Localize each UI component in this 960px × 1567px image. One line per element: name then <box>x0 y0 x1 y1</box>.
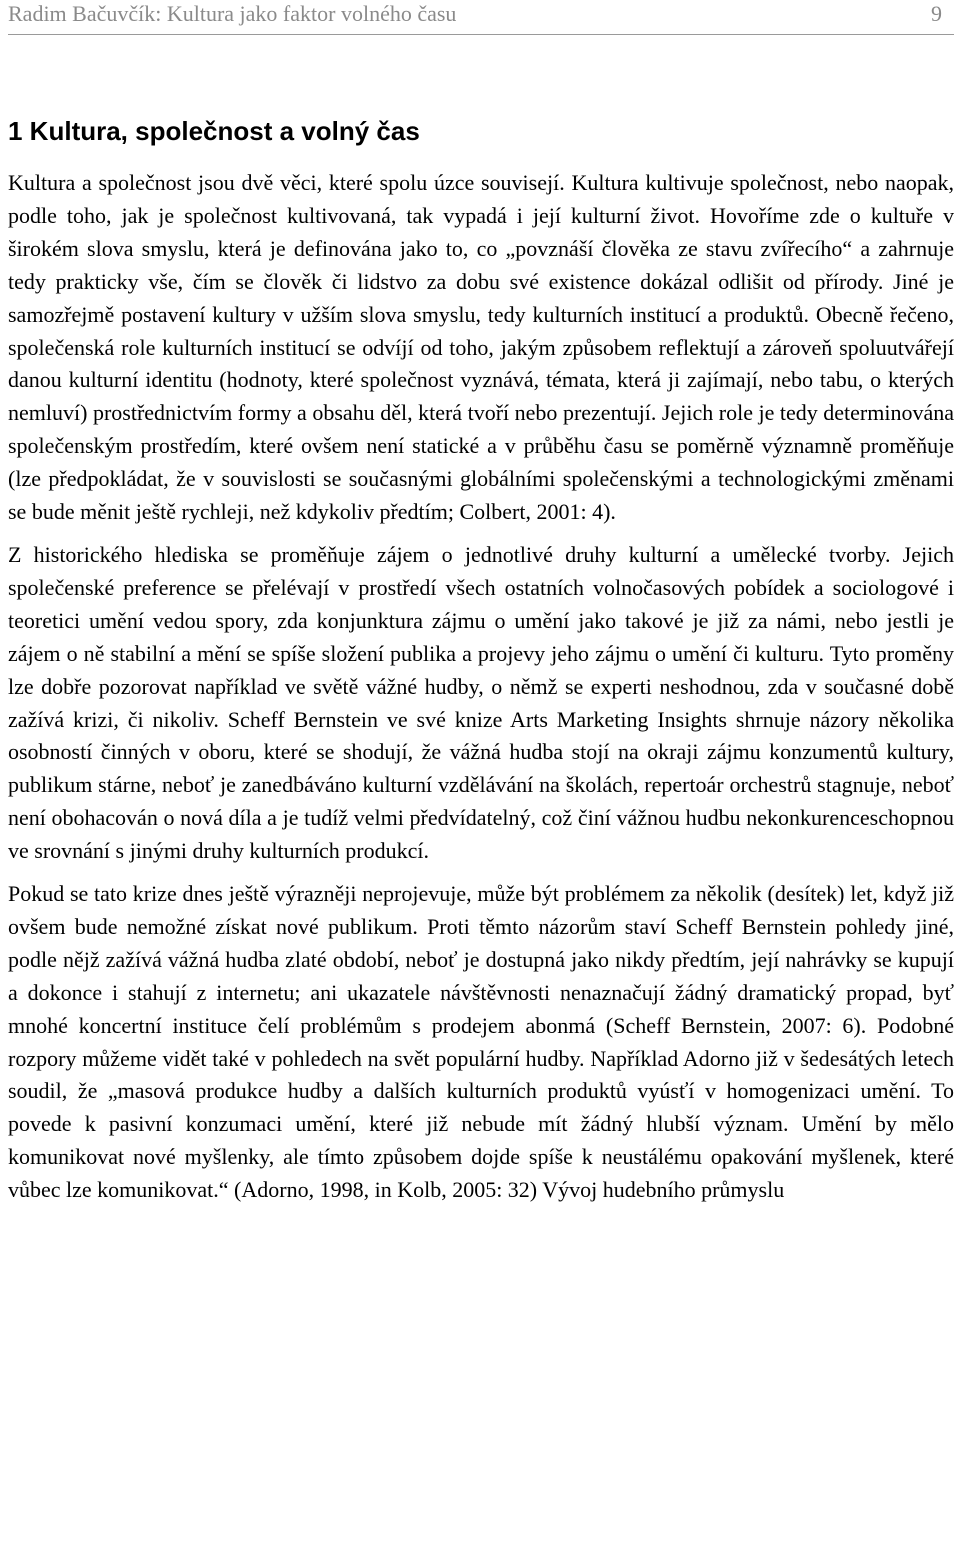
body-text <box>8 167 954 1207</box>
paragraph: Z historického hlediska se proměňuje zájem o jednotlivé druhy kulturní a umělecké tvorby. Jejich společenské preference se přelévají v prostředí všech ostatních volnočasových pobídek a sociologové i teoretici umění vedou spory, zda konjunktura zájmu o umění jako takové je již za námi, nebo jestli je zájem o ně stabilní a mění se spíše složení publika a projevy jeho zájmu o umění či kulturu. Tyto proměny lze dobře pozorovat například ve světě vážné hudby, o němž se experti neshodnou, zda v současné době zažívá krizi, či nikoliv. Scheff Bernstein ve své knize Arts Marketing Insights shrnuje názory několika osobností činných v oboru, které se shodují, že vážná hudba stojí na okraji zájmu konzumentů kultury, publikum stárne, neboť je zanedbáváno kulturní vzdělávání na školách, repertoár orchestrů stagnuje, neboť není obohacován o nová díla a je tudíž velmi předvídatelný, což činí vážnou hudbu nekonkurenceschopnou ve srovnání s jinými druhy kulturních produkcí. <box>8 541 954 864</box>
running-header <box>8 0 954 35</box>
chapter-heading: 1 Kultura, společnost a volný čas <box>8 116 420 146</box>
page-number: 9 <box>931 1 942 26</box>
paragraph: Kultura a společnost jsou dvě věci, které spolu úzce souvisejí. Kultura kultivuje společnost, nebo naopak, podle toho, jak je společnost kultivovaná, tak vypadá i její kulturní život. Hovoříme zde o kultuře v širokém slova smyslu, která je definována jako to, co „povznáší člověka ze stavu zvířecího“ a zahrnuje tedy prakticky vše, čím se člověk či lidstvo za dobu své existence dokázal odlišit od přírody. Jiné je samozřejmě postavení kultury v užším slova smyslu, tedy kulturních institucí a produktů. Obecně řečeno, společenská role kulturních institucí se odvíjí od toho, jakým způsobem reflektují a zároveň spoluutvářejí danou kulturní identitu (hodnoty, které společnost vyznává, témata, která ji zajímají, nebo tabu, o kterých nemluví) prostřednictvím formy a obsahu děl, která tvoří nebo prezentují. Jejich role je tedy determinována společenským prostředím, které ovšem není statické a v průběhu času se poměrně významně proměňuje (lze předpokládat, že v souvislosti se současnými globálními společenskými a technologickými změnami se bude měnit ještě rychleji, než kdykoliv předtím; Colbert, 2001: 4). <box>8 170 954 525</box>
running-header-title: Radim Bačuvčík: Kultura jako faktor volného času <box>8 1 457 26</box>
paragraph: Pokud se tato krize dnes ještě výrazněji neprojevuje, může být problémem za několik (desítek) let, když již ovšem bude nemožné získat nové publikum. Proti těmto názorům staví Scheff Bernstein pohledy jiné, podle nějž zažívá vážná hudba zlaté období, neboť je dostupná jako nikdy předtím, její nahrávky se kupují a dokonce i stahují z internetu; ani ukazatele návštěvnosti nenaznačují žádný dramatický propad, byť mnohé koncertní instituce čelí problémům s prodejem abonmá (Scheff Bernstein, 2007: 6). Podobné rozpory můžeme vidět také v pohledech na svět populární hudby. Například Adorno již v šedesátých letech soudil, že „masová produkce hudby a dalších kulturních produktů vyúsťí v homogenizaci umění. To povede k pasivní konzumaci umění, které již nebude mít žádný hlubší význam. Umění by mělo komunikovat nové myšlenky, ale tímto způsobem dojde spíše k neustálému opakování myšlenek, které vůbec lze komunikovat.“ (Adorno, 1998, in Kolb, 2005: 32) Vývoj hudebního průmyslu <box>8 881 954 1203</box>
